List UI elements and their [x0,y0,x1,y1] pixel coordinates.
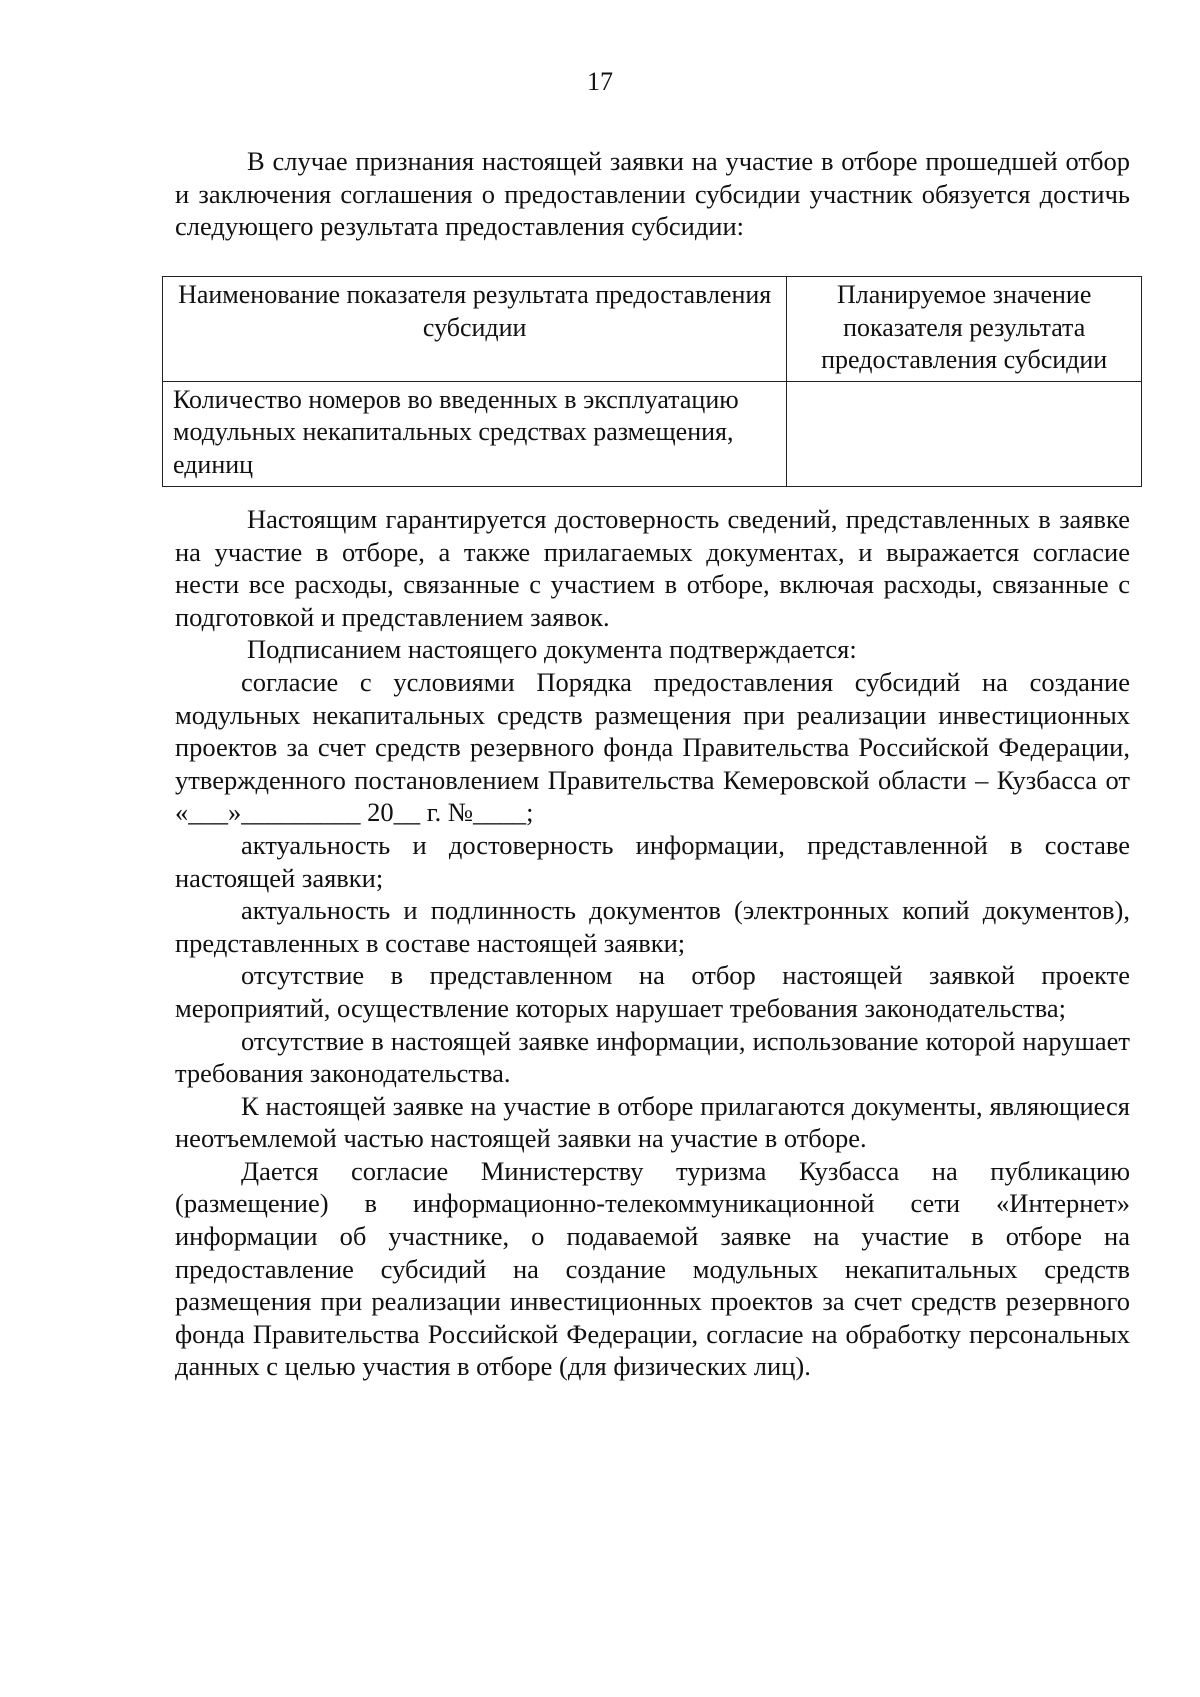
authenticity-item: актуальность и подлинность документов (электронных копий документов), представленных в составе настоящей заявки; [175,895,1130,958]
confirmation-heading: Подписанием настоящего документа подтверждается: [247,634,857,665]
no-violating-info-item: отсутствие в настоящей заявке информации, использование которой нарушает требования законодательства. [175,1025,1130,1089]
table-row [163,381,1142,486]
guarantee-paragraph: Настоящим гарантируется достоверность сведений, представленных в заявке на участие в отборе, а также прилагаемых документах, и выражается согласие нести все расходы, связанные с участием в отборе, включая расходы, связанные с подготовкой и представлением заявок. [175,504,1130,632]
planned-value-cell [787,381,1142,486]
header-indicator-name: Наименование показателя результата предоставления субсидии [163,277,787,382]
intro-paragraph: В случае признания настоящей заявки на участие в отборе прошедшей отбор и заключения соглашения о предоставлении субсидии участник обязуется достичь следующего результата предоставления субсидии: [175,146,1130,242]
consent-conditions-item: согласие с условиями Порядка предоставления субсидий на создание модульных некапитальных средств размещения при реализации инвестиционных проектов за счет средств резервного фонда Правительства Российской Федерации, утвержденного постановлением Правительства Кемеровской области – Кузбасса от «___»_________ 20__ г. №____; [175,666,1130,828]
no-violating-activities-item: отсутствие в представленном на отбор настоящей заявкой проекте мероприятий, осуществление которых нарушает требования законодательства; [175,960,1130,1023]
attachments-paragraph: К настоящей заявке на участие в отборе прилагаются документы, являющиеся неотъемлемой частью настоящей заявки на участие в отборе. [175,1090,1130,1154]
indicator-cell: Количество номеров во введенных в эксплуатацию модульных некапитальных средствах размещения, единиц [163,381,787,486]
results-table [162,276,1142,487]
intro-section [175,145,1130,243]
page-number: 17 [587,67,613,96]
publication-consent-paragraph: Дается согласие Министерству туризма Кузбасса на публикацию (размещение) в информационно-телекоммуникационной сети «Интернет» информации об участнике, о подаваемой заявке на участие в отборе на предоставление субсидий на создание модульных некапитальных средств размещения при реализации инвестиционных проектов за счет средств резервного фонда Правительства Российской Федерации, согласие на обработку персональных данных с целью участия в отборе (для физических лиц). [175,1155,1130,1382]
body-section [175,503,1130,1383]
table-header-row [163,277,1142,382]
header-planned-value: Планируемое значение показателя результата предоставления субсидии [787,277,1142,382]
relevance-item: актуальность и достоверность информации, представленной в составе настоящей заявки; [175,829,1130,893]
